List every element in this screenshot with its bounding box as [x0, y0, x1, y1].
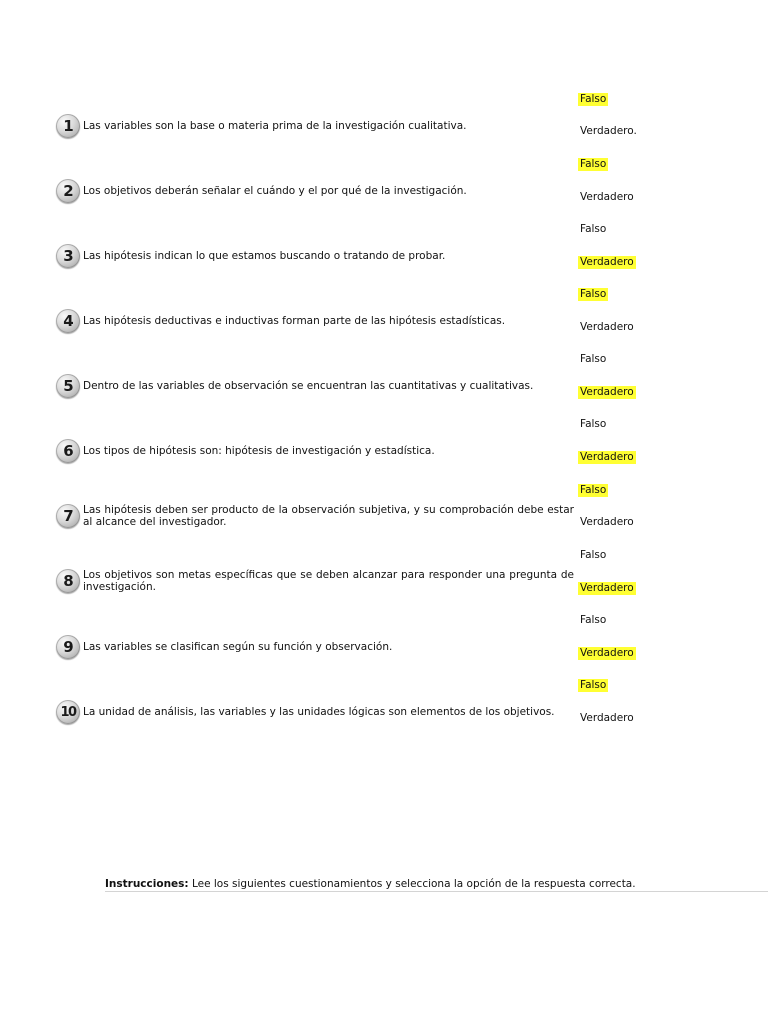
number-5-icon: 5 [56, 374, 80, 398]
number-3-icon: 3 [56, 244, 80, 268]
option-falso[interactable]: Falso [580, 484, 607, 496]
number-9-icon: 9 [56, 635, 80, 659]
question-text: Las variables son la base o materia prima de la investigación cualitativa. [83, 120, 467, 132]
option-verdadero[interactable]: Verdadero. [580, 125, 637, 137]
question-8 [56, 569, 574, 593]
option-verdadero[interactable]: Verdadero [580, 582, 634, 594]
question-text: Las hipótesis indican lo que estamos buscando o tratando de probar. [83, 250, 446, 262]
instructions-text: Lee los siguientes cuestionamientos y selecciona la opción de la respuesta correcta. [191, 878, 636, 890]
option-falso[interactable]: Falso [580, 614, 607, 626]
instructions [105, 878, 636, 891]
option-verdadero[interactable]: Verdadero [580, 191, 634, 203]
question-2 [56, 179, 574, 203]
option-falso[interactable]: Falso [580, 158, 607, 170]
option-verdadero[interactable]: Verdadero [580, 386, 634, 398]
question-text: Las hipótesis deben ser producto de la observación subjetiva, y su comprobación debe estar al alcance del investigador. [83, 504, 574, 528]
option-verdadero[interactable]: Verdadero [580, 516, 634, 528]
number-7-icon: 7 [56, 504, 80, 528]
question-10 [56, 700, 574, 724]
option-falso[interactable]: Falso [580, 93, 607, 105]
question-text: Las variables se clasifican según su función y observación. [83, 641, 393, 653]
option-verdadero[interactable]: Verdadero [580, 321, 634, 333]
option-verdadero[interactable]: Verdadero [580, 712, 634, 724]
number-4-icon: 4 [56, 309, 80, 333]
option-falso[interactable]: Falso [580, 679, 607, 691]
number-6-icon: 6 [56, 439, 80, 463]
option-falso[interactable]: Falso [580, 288, 607, 300]
question-3 [56, 244, 574, 268]
number-2-icon: 2 [56, 179, 80, 203]
instructions-label: Instrucciones: [105, 878, 189, 890]
question-6 [56, 439, 574, 463]
question-text: Los tipos de hipótesis son: hipótesis de investigación y estadística. [83, 445, 435, 457]
question-text: Dentro de las variables de observación se encuentran las cuantitativas y cualitativas. [83, 380, 534, 392]
option-falso[interactable]: Falso [580, 549, 607, 561]
option-verdadero[interactable]: Verdadero [580, 647, 634, 659]
number-1-icon: 1 [56, 114, 80, 138]
question-9 [56, 635, 574, 659]
question-text: Los objetivos deberán señalar el cuándo y el por qué de la investigación. [83, 185, 467, 197]
question-text: Las hipótesis deductivas e inductivas forman parte de las hipótesis estadísticas. [83, 315, 506, 327]
option-falso[interactable]: Falso [580, 353, 607, 365]
question-1 [56, 114, 574, 138]
option-verdadero[interactable]: Verdadero [580, 451, 634, 463]
question-text: Los objetivos son metas específicas que se deben alcanzar para responder una pregunta de investigación. [83, 569, 574, 593]
option-verdadero[interactable]: Verdadero [580, 256, 634, 268]
question-4 [56, 309, 574, 333]
divider [105, 891, 768, 892]
question-7 [56, 504, 574, 528]
question-5 [56, 374, 574, 398]
option-falso[interactable]: Falso [580, 223, 607, 235]
number-8-icon: 8 [56, 569, 80, 593]
number-10-icon: 10 [56, 700, 80, 724]
option-falso[interactable]: Falso [580, 418, 607, 430]
question-text: La unidad de análisis, las variables y las unidades lógicas son elementos de los objetivos. [83, 706, 555, 718]
